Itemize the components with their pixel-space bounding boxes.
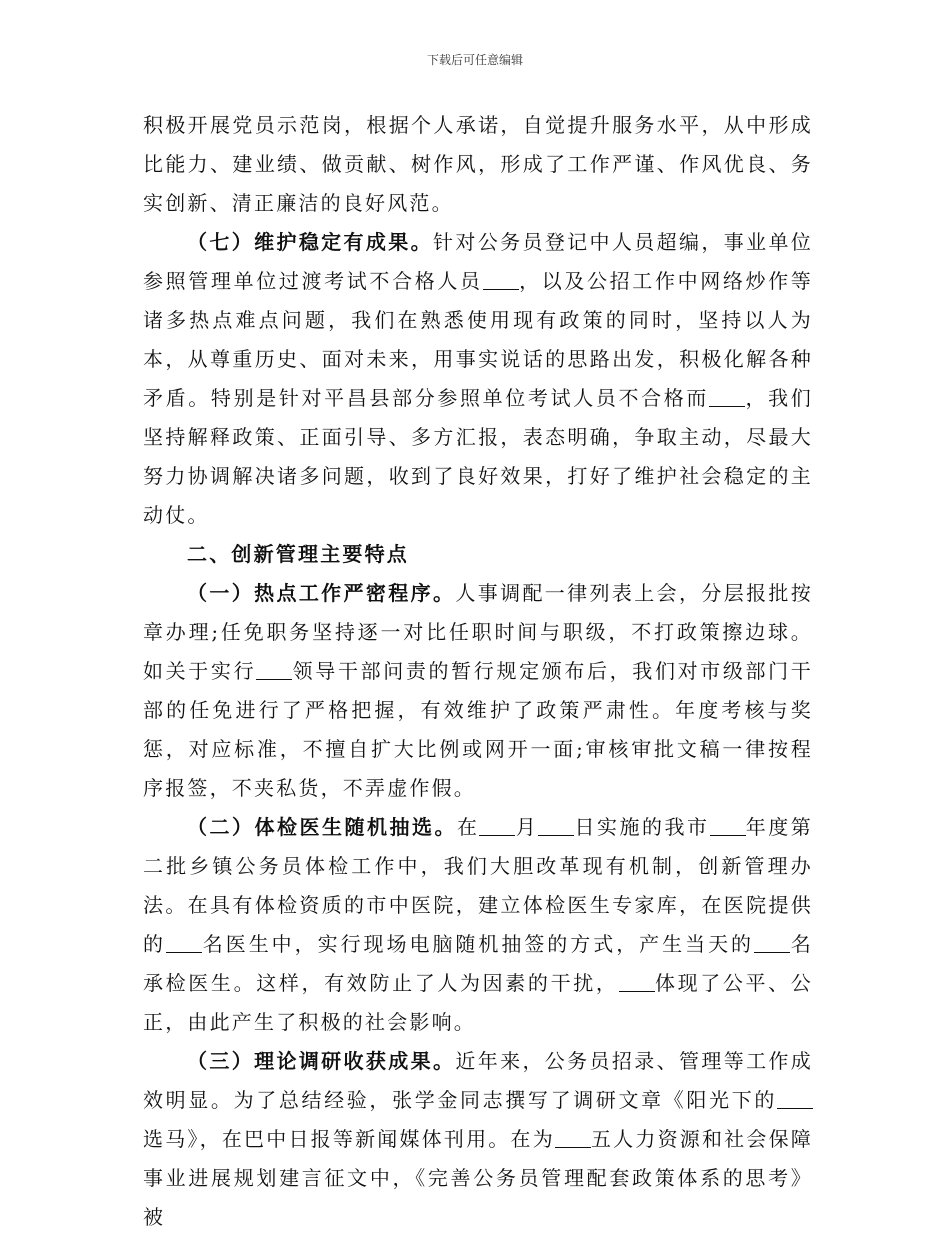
paragraph-text: 名医生中，实行现场电脑随机抽签的方式，产生当天的 xyxy=(201,932,755,956)
paragraph-text: 积极开展党员示范岗，根据个人承诺，自觉提升服务水平，从中形成比能力、建业绩、做贡献、树作风，形成了工作严谨、作风优良、务实创新、清正廉洁的良好风范。 xyxy=(143,113,813,215)
paragraph-text: 领导干部问责的暂行规定颁布后，我们对市级部门干部的任免进行了严格把握，有效维护了政策严肃性。年度考核与奖惩，对应标准，不擅自扩大比例或网开一面;审核审批文稿一律按程序报签，不夹私货，不弄虚作假。 xyxy=(143,659,813,800)
fill-in-blank xyxy=(754,934,790,953)
section-heading-doctors: （二）体检医生随机抽选。 xyxy=(187,815,457,839)
paragraph-text: 针对公务员登记中人员超编，事业单位参照管理单位过渡考试不合格人员 xyxy=(143,230,814,293)
paragraph-random-doctors xyxy=(143,808,813,1042)
fill-in-blank xyxy=(710,817,746,836)
fill-in-blank xyxy=(709,388,745,407)
section-heading-innovation: 二、创新管理主要特点 xyxy=(187,542,409,566)
paragraph-text: 体现了公平、公正，由此产生了积极的社会影响。 xyxy=(143,971,813,1034)
fill-in-blank xyxy=(777,1090,813,1109)
paragraph-text: ，我们坚持解释政策、正面引导、多方汇报，表态明确，争取主动，尽最大努力协调解决诸多问题，收到了良好效果，打好了维护社会稳定的主动仗。 xyxy=(143,386,814,527)
paragraph-text: 在 xyxy=(456,815,480,839)
paragraph-stability-results xyxy=(143,223,813,535)
paragraph-text: 近年来，公务员招录、管理等工作成效明显。为了总结经验，张学金同志撰写了调研文章《阳光下的 xyxy=(143,1049,813,1112)
paragraph-text: 人事调配一律列表上会，分层报批按章办理;任免职务坚持逐一对比任职时间与职级，不打政策擦边球。如关于实行 xyxy=(143,581,813,683)
paragraph-text: ，以及公招工作中网络炒作等诸多热点难点问题，我们在熟悉使用现有政策的同时，坚持以人为本，从尊重历史、面对未来，用事实说话的思路出发，积极化解各种矛盾。特别是针对平昌县部分参照单位考试人员不合格而 xyxy=(143,269,813,410)
fill-in-blank xyxy=(619,973,655,992)
paragraph-party-member-model xyxy=(143,106,813,223)
paragraph-research-results xyxy=(143,1042,813,1237)
paragraph-text: 年度第二批乡镇公务员体检工作中，我们大胆改革现有机制，创新管理办法。在具有体检资质的市中医院，建立体检医生专家库，在医院提供的 xyxy=(143,815,814,956)
section-title-innovation xyxy=(143,535,813,574)
section-heading-procedure: （一）热点工作严密程序。 xyxy=(187,581,456,605)
paragraph-text: 名承检医生。这样，有效防止了人为因素的干扰， xyxy=(143,932,814,995)
paragraph-strict-procedure xyxy=(143,574,813,808)
fill-in-blank xyxy=(483,271,519,290)
section-heading-research: （三）理论调研收获成果。 xyxy=(187,1049,456,1073)
paragraph-text: 选马》，在巴中日报等新闻媒体刊用。在为 xyxy=(143,1127,555,1151)
page-header-note: 下载后可任意编辑 xyxy=(426,53,523,67)
paragraph-text: 日实施的我市 xyxy=(574,815,710,839)
fill-in-blank xyxy=(166,934,202,953)
paragraph-text: 五人力资源和社会保障事业进展规划建言征文中，《完善公务员管理配套政策体系的思考》被 xyxy=(143,1127,814,1229)
paragraph-text: 月 xyxy=(515,815,539,839)
section-heading-stability: （七）维护稳定有成果。 xyxy=(187,230,433,254)
document-body xyxy=(143,106,813,1237)
fill-in-blank xyxy=(538,817,574,836)
fill-in-blank xyxy=(256,661,292,680)
fill-in-blank xyxy=(479,817,515,836)
fill-in-blank xyxy=(555,1129,591,1148)
